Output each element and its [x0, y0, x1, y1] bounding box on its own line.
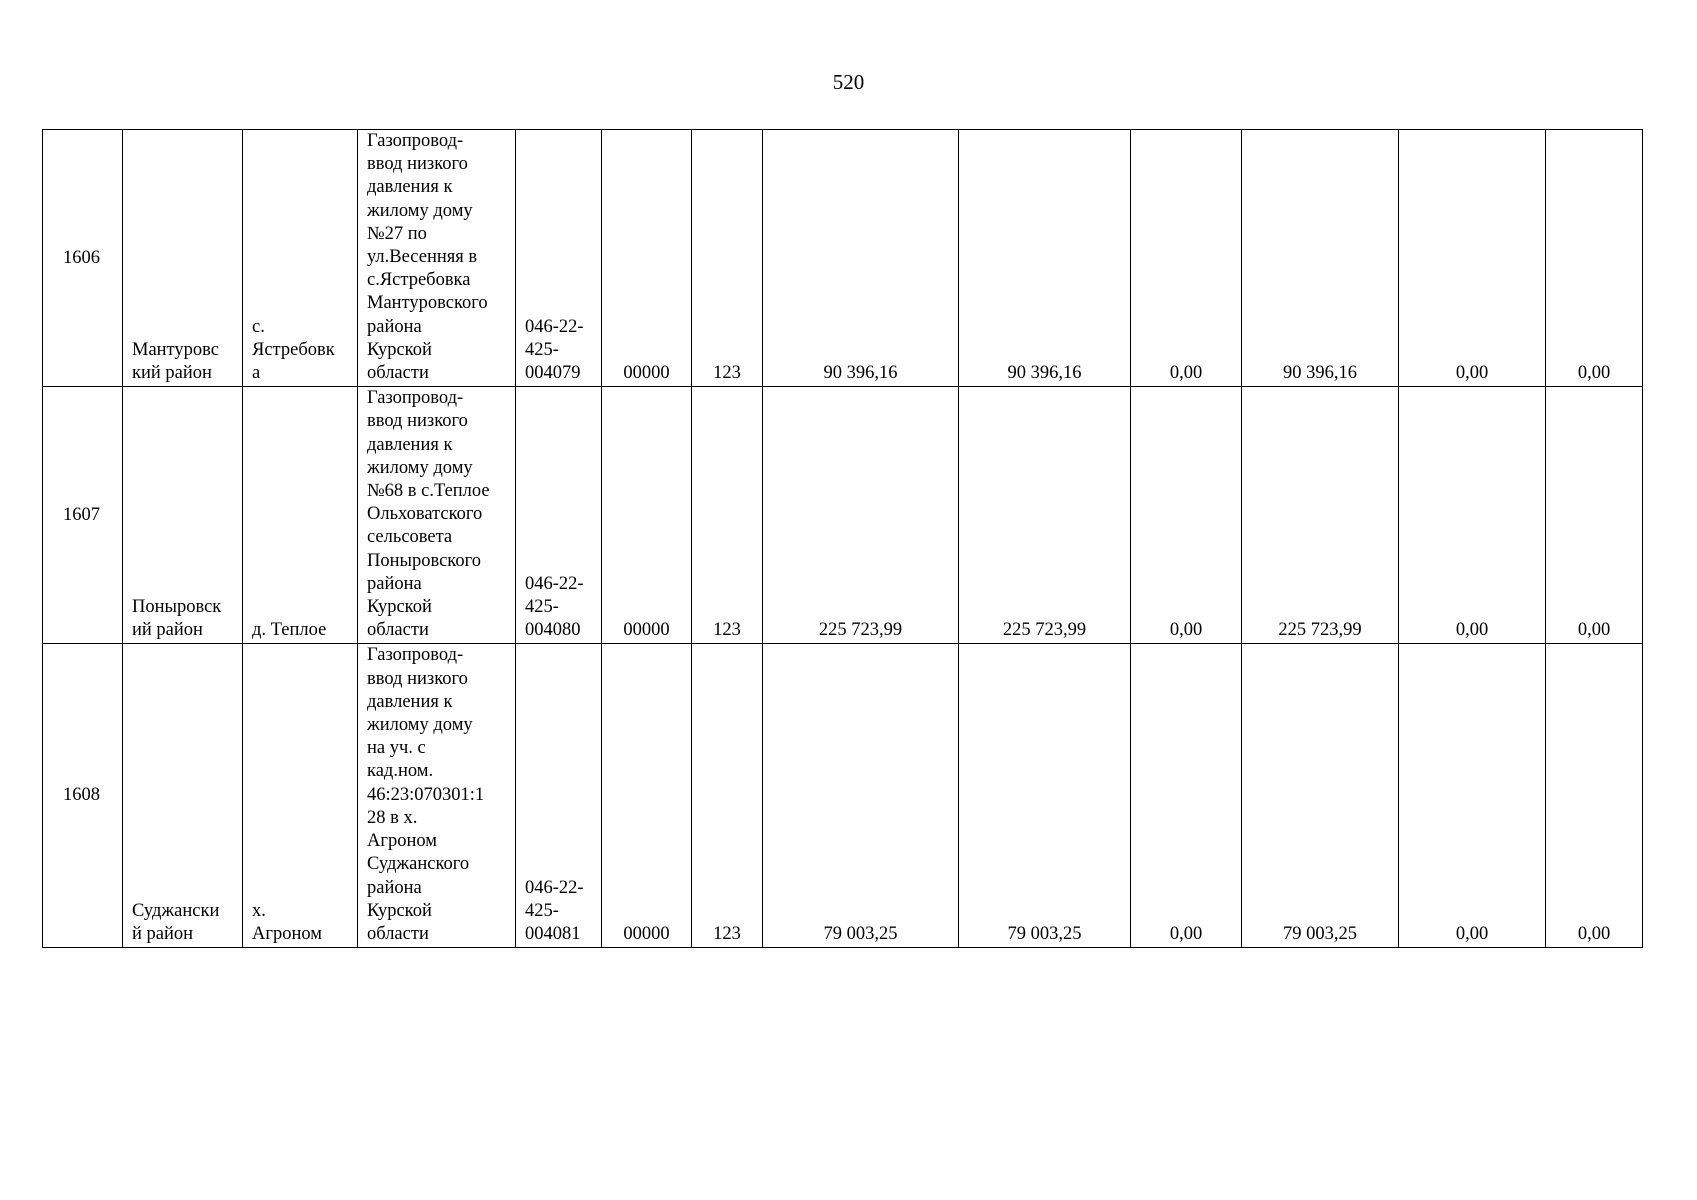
- code2-cell: 123: [692, 130, 763, 387]
- object-text: Газопровод- ввод низкого давления к жилому дому №68 в с.Теплое Ольховатского сельсовета Поныровского района Курской области: [367, 388, 490, 641]
- amount4-cell: 79 003,25: [1242, 644, 1399, 948]
- settlement-cell: [243, 130, 358, 387]
- row-number: 1607: [43, 387, 123, 644]
- reg-number-cell: [516, 387, 602, 644]
- code2-cell: 123: [692, 387, 763, 644]
- amount2-cell: 90 396,16: [959, 130, 1131, 387]
- register-table: [42, 129, 1643, 948]
- district-text: Суджански й район: [132, 900, 220, 944]
- amount5-cell: 0,00: [1399, 130, 1546, 387]
- amount2-cell: 225 723,99: [959, 387, 1131, 644]
- settlement-cell: [243, 644, 358, 948]
- amount6-cell: 0,00: [1546, 644, 1643, 948]
- row-number: 1608: [43, 644, 123, 948]
- amount1-cell: 90 396,16: [763, 130, 959, 387]
- page-number: 520: [832, 70, 865, 94]
- amount3-cell: 0,00: [1131, 130, 1242, 387]
- reg-number-text: 046-22- 425- 004080: [525, 573, 584, 641]
- amount5-cell: 0,00: [1399, 644, 1546, 948]
- amount6-cell: 0,00: [1546, 130, 1643, 387]
- amount6-cell: 0,00: [1546, 387, 1643, 644]
- reg-number-cell: [516, 644, 602, 948]
- amount3-cell: 0,00: [1131, 644, 1242, 948]
- amount5-cell: 0,00: [1399, 387, 1546, 644]
- code2-cell: 123: [692, 644, 763, 948]
- reg-number-cell: [516, 130, 602, 387]
- row-number: 1606: [43, 130, 123, 387]
- object-text: Газопровод- ввод низкого давления к жилому дому №27 по ул.Весенняя в с.Ястребовка Мантуровского района Курской области: [367, 131, 488, 384]
- reg-number-text: 046-22- 425- 004081: [525, 877, 584, 944]
- code1-cell: 00000: [602, 644, 692, 948]
- object-cell: [358, 130, 516, 387]
- amount4-cell: 90 396,16: [1242, 130, 1399, 387]
- table-row: [43, 130, 1643, 387]
- settlement-cell: [243, 387, 358, 644]
- table-row: [43, 387, 1643, 644]
- amount2-cell: 79 003,25: [959, 644, 1131, 948]
- district-cell: [123, 387, 243, 644]
- district-cell: [123, 130, 243, 387]
- district-cell: [123, 644, 243, 948]
- amount1-cell: 225 723,99: [763, 387, 959, 644]
- object-cell: [358, 387, 516, 644]
- object-cell: [358, 644, 516, 948]
- settlement-text: с. Ястребовк а: [252, 316, 335, 384]
- object-text: Газопровод- ввод низкого давления к жилому дому на уч. с кад.ном. 46:23:070301:1 28 в х. Агроном Суджанского района Курской области: [367, 645, 485, 944]
- settlement-text: д. Теплое: [252, 620, 327, 641]
- amount4-cell: 225 723,99: [1242, 387, 1399, 644]
- reg-number-text: 046-22- 425- 004079: [525, 316, 584, 384]
- code1-cell: 00000: [602, 387, 692, 644]
- district-text: Поныровск ий район: [132, 597, 222, 641]
- settlement-text: х. Агроном: [252, 900, 322, 944]
- amount1-cell: 79 003,25: [763, 644, 959, 948]
- table-row: [43, 644, 1643, 948]
- district-text: Мантуровс кий район: [132, 339, 219, 384]
- amount3-cell: 0,00: [1131, 387, 1242, 644]
- code1-cell: 00000: [602, 130, 692, 387]
